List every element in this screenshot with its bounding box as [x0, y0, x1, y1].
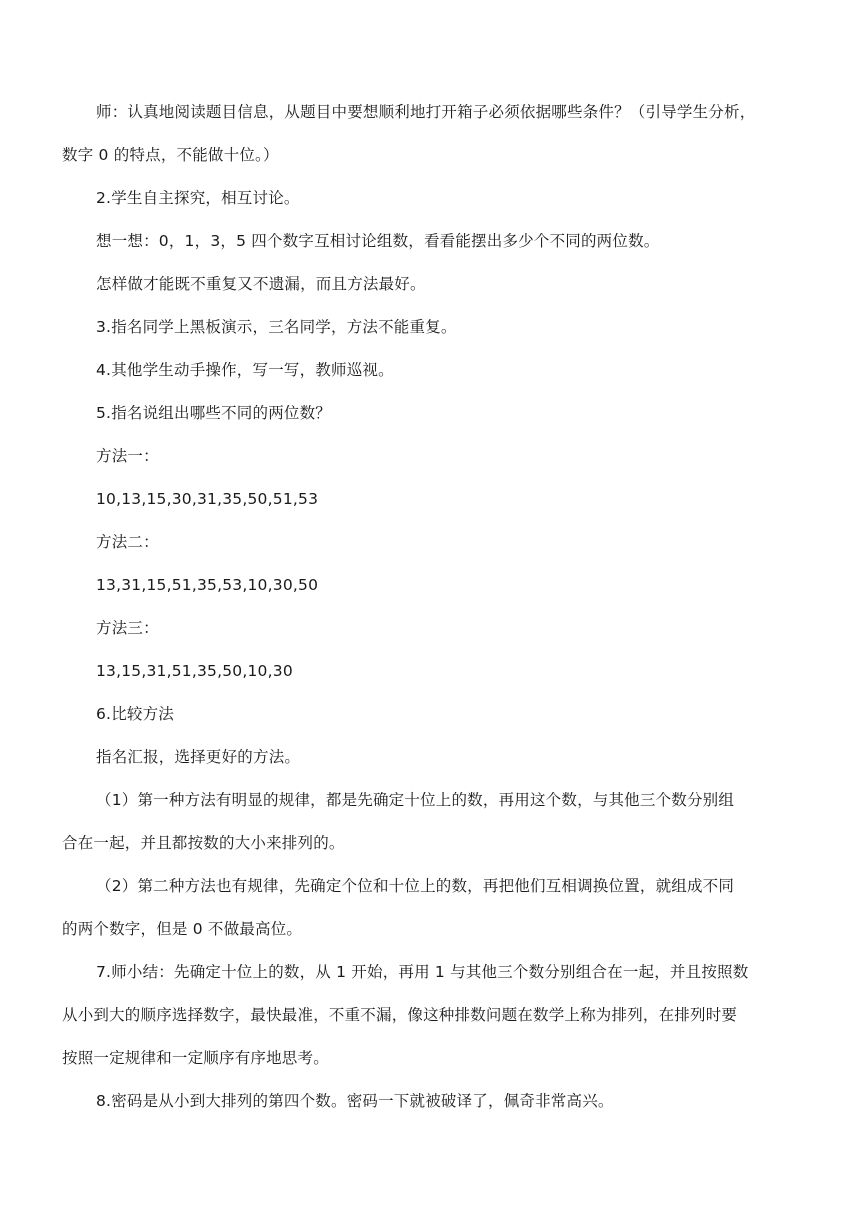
paragraph-summary-cont-2: 按照一定规律和一定顺序有序地思考。	[62, 1049, 329, 1067]
paragraph-step-8: 8.密码是从小到大排列的第四个数。密码一下就被破译了，佩奇非常高兴。	[96, 1092, 614, 1110]
paragraph-how: 怎样做才能既不重复又不遗漏，而且方法最好。	[96, 275, 426, 293]
method-3-label: 方法三：	[96, 619, 159, 637]
paragraph-analysis-2: （2）第二种方法也有规律，先确定个位和十位上的数，再把他们互相调换位置，就组成不同	[96, 877, 735, 895]
method-2-label: 方法二：	[96, 533, 159, 551]
paragraph-step-3: 3.指名同学上黑板演示，三名同学，方法不能重复。	[96, 318, 457, 336]
method-2-numbers: 13,31,15,51,35,53,10,30,50	[96, 576, 319, 594]
paragraph-summary: 7.师小结：先确定十位上的数，从 1 开始，再用 1 与其他三个数分别组合在一起，并且按照数	[96, 963, 749, 981]
paragraph-step-6: 6.比较方法	[96, 705, 174, 723]
paragraph-summary-cont-1: 从小到大的顺序选择数字，最快最准，不重不漏，像这种排数问题在数学上称为排列，在排列时要	[62, 1006, 738, 1024]
paragraph-analysis-2-cont: 的两个数字，但是 0 不做最高位。	[62, 920, 303, 938]
paragraph-analysis-1: （1）第一种方法有明显的规律，都是先确定十位上的数，再用这个数，与其他三个数分别组	[96, 791, 735, 809]
paragraph-teacher-question-cont: 数字 0 的特点，不能做十位。）	[62, 146, 279, 164]
method-3-numbers: 13,15,31,51,35,50,10,30	[96, 662, 293, 680]
paragraph-teacher-question: 师：认真地阅读题目信息，从题目中要想顺利地打开箱子必须依据哪些条件？（引导学生分析，	[96, 103, 756, 121]
paragraph-think: 想一想：0，1，3，5 四个数字互相讨论组数，看看能摆出多少个不同的两位数。	[96, 232, 660, 250]
paragraph-step-5: 5.指名说组出哪些不同的两位数？	[96, 404, 331, 422]
paragraph-step-4: 4.其他学生动手操作，写一写，教师巡视。	[96, 361, 394, 379]
paragraph-analysis-1-cont: 合在一起，并且都按数的大小来排列的。	[62, 834, 345, 852]
method-1-numbers: 10,13,15,30,31,35,50,51,53	[96, 490, 319, 508]
method-1-label: 方法一：	[96, 447, 159, 465]
paragraph-step-2: 2.学生自主探究，相互讨论。	[96, 189, 300, 207]
paragraph-report: 指名汇报，选择更好的方法。	[96, 748, 301, 766]
